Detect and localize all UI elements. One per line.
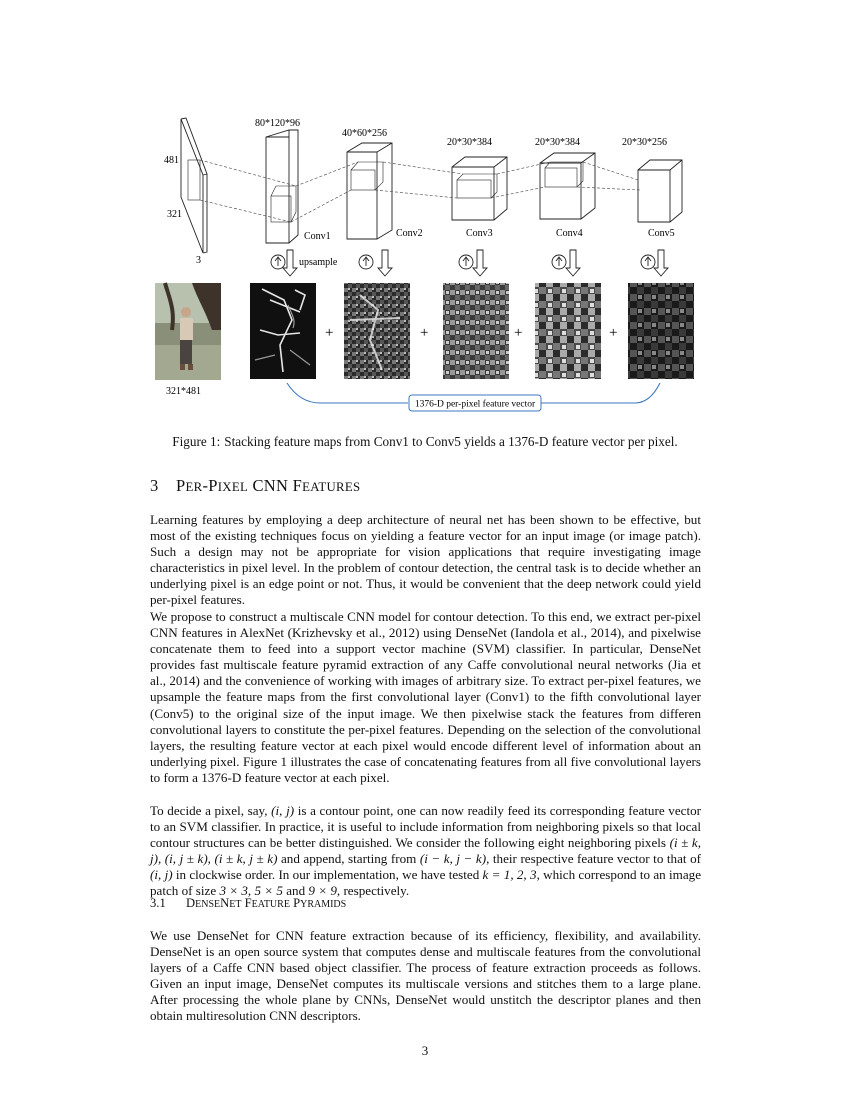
paragraph-2: We propose to construct a multiscale CNN model for contour detection. To this end, we extract per-pixel CNN features in AlexNet (Krizhevsky et al., 2012) using DenseNet (Iandola et al., 2014), and pixelwise concatenate them to feed into a support vector machine (SVM) classifier. In particular, DenseNet provides fast multiscale feature pyramid extraction of any Caffe convolutional neural networks (Jia et al., 2014) and the convenience of working with images of arbitrary size. To extract per-pixel features, we upsample the feature maps from the first convolutional layer (Conv1) to the fifth convolutional layer (Conv5) to the original size of the input image. We then pixelwise stack the features from differen convolutional layers to constitute the per-pixel features. Depending on the selection of the convolutional layers, the resulting feature vector at each pixel would encode different level of information about an underlying pixel. Figure 1 illustrates the case of concatenating features from all five convolutional layers to form a 1376-D feature vector at each pixel. <box>150 609 701 785</box>
input-height-label: 481 <box>164 155 179 166</box>
subsection-heading <box>150 896 346 911</box>
conv4-dims-label: 20*30*384 <box>535 137 580 148</box>
plus-sign-4: + <box>609 325 618 341</box>
upsample-label: upsample <box>299 257 338 268</box>
conv2-name-label: Conv2 <box>396 228 423 239</box>
section-title-part: -P <box>202 476 218 495</box>
subsection-title-part: P <box>289 896 301 910</box>
subsection-number: 3.1 <box>150 896 166 910</box>
text-run: in clockwise order. In our implementation, we have tested <box>172 867 483 883</box>
plus-sign-2: + <box>420 325 429 341</box>
conv3-dims-label: 20*30*384 <box>447 137 492 148</box>
conv3-name-label: Conv3 <box>466 228 493 239</box>
paragraph-3 <box>150 803 701 900</box>
upsample-icon-1 <box>271 250 297 276</box>
figure-1-diagram <box>0 0 850 420</box>
conv1-dims-label: 80*120*96 <box>255 118 300 129</box>
conv4-box <box>540 153 595 219</box>
feature-vector-label: 1376-D per-pixel feature vector <box>414 399 536 410</box>
section-title-part: CNN F <box>248 476 303 495</box>
input-channels-label: 3 <box>196 255 201 266</box>
conv5-name-label: Conv5 <box>648 228 675 239</box>
subsection-title-part: D <box>186 896 196 910</box>
math-inline: (i − k, j − k) <box>419 851 487 867</box>
paragraph-4: We use DenseNet for CNN feature extraction because of its efficiency, flexibility, and availability. DenseNet is an open source system that computes dense and multiscale features from the convolutional layers of a Caffe CNN based object classifier. The process of feature extraction proceeds as follows. Given an input image, DenseNet computes its multiscale versions and stitches them to a large plane. After processing the whole plane by CNNs, DenseNet would unstitch the descriptor planes and then obtain multiresolution CNN descriptors. <box>150 928 701 1024</box>
upsample-icon-3 <box>459 250 487 276</box>
feature-map-conv4 <box>535 283 601 379</box>
feature-map-conv2 <box>344 283 410 379</box>
section-title-part: P <box>176 476 186 495</box>
section-title-part: EATURES <box>302 480 361 494</box>
math-inline: (i, j) <box>271 803 295 818</box>
figure-caption-label: Figure 1: <box>172 434 221 449</box>
upsample-icon-4 <box>552 250 580 276</box>
conv3-box <box>452 157 507 220</box>
conv4-name-label: Conv4 <box>556 228 583 239</box>
section-title-part: IXEL <box>217 480 249 494</box>
conv5-dims-label: 20*30*256 <box>622 137 667 148</box>
text-run: , which correspond to an image patch of size <box>150 867 702 899</box>
math-inline: 3 × 3, 5 × 5 <box>219 883 283 899</box>
conv5-box <box>638 160 682 222</box>
subsection-title-part: ENSE <box>195 899 221 910</box>
figure-caption <box>0 434 850 450</box>
math-inline: 9 × 9 <box>308 883 337 899</box>
subsection-title-part: YRAMIDS <box>300 899 347 910</box>
input-width-label: 321 <box>167 209 182 220</box>
conv2-dims-label: 40*60*256 <box>342 128 387 139</box>
subsection-title-part: ET <box>229 899 242 910</box>
upsample-icon-5 <box>641 250 668 276</box>
text-run: and <box>282 883 309 899</box>
feature-map-conv3 <box>443 283 509 379</box>
text-run: and append, starting from <box>277 851 420 867</box>
text-run: , their respective feature vector to that of <box>486 851 701 867</box>
section-heading <box>150 476 360 496</box>
feature-map-conv5 <box>628 283 694 379</box>
plus-sign-3: + <box>514 325 523 341</box>
subsection-title-part: EATURE <box>251 899 290 910</box>
paragraph-1: Learning features by employing a deep architecture of neural net has been shown to be effective, but most of the existing techniques focus on yielding a feature vector for an input image (or image patch). Such a design may not be appropriate for vision applications that require investigating image characteristics in pixel level. In the problem of contour detection, the central task is to decide whether an underlying pixel is an edge point or not. Thus, it would be convenient that the deep network could yield per-pixel features. <box>150 512 701 608</box>
plus-sign-1: + <box>325 325 334 341</box>
input-photo <box>155 283 221 380</box>
input-slab <box>181 118 207 253</box>
text-run: , respectively. <box>336 883 410 899</box>
subsection-title-part: N <box>220 896 230 910</box>
feature-map-conv1 <box>250 283 316 379</box>
subsection-title-part: F <box>241 896 252 910</box>
page-number: 3 <box>421 1043 429 1058</box>
math-inline: (i ± k, j), (i, j ± k), (i ± k, j ± k) <box>150 835 701 867</box>
conv1-name-label: Conv1 <box>304 231 331 242</box>
text-run: is a contour point, one can now readily feed its corresponding feature vector to an SVM classifier. In practice, it is useful to include information from neighboring pixels so that local contour structures can be better distinguished. We consider the following eight neighboring pixels <box>150 803 701 851</box>
text-run: To decide a pixel, say, <box>150 803 272 818</box>
conv1-box <box>266 130 298 243</box>
section-number: 3 <box>150 476 159 495</box>
section-title-part: ER <box>185 480 203 494</box>
upsample-icon-2 <box>359 250 392 276</box>
figure-caption-text: Stacking feature maps from Conv1 to Conv5 yields a 1376-D feature vector per pixel. <box>224 434 678 449</box>
image-size-label: 321*481 <box>166 386 201 397</box>
math-inline: k = 1, 2, 3 <box>482 867 537 883</box>
math-inline: (i, j) <box>150 867 173 883</box>
